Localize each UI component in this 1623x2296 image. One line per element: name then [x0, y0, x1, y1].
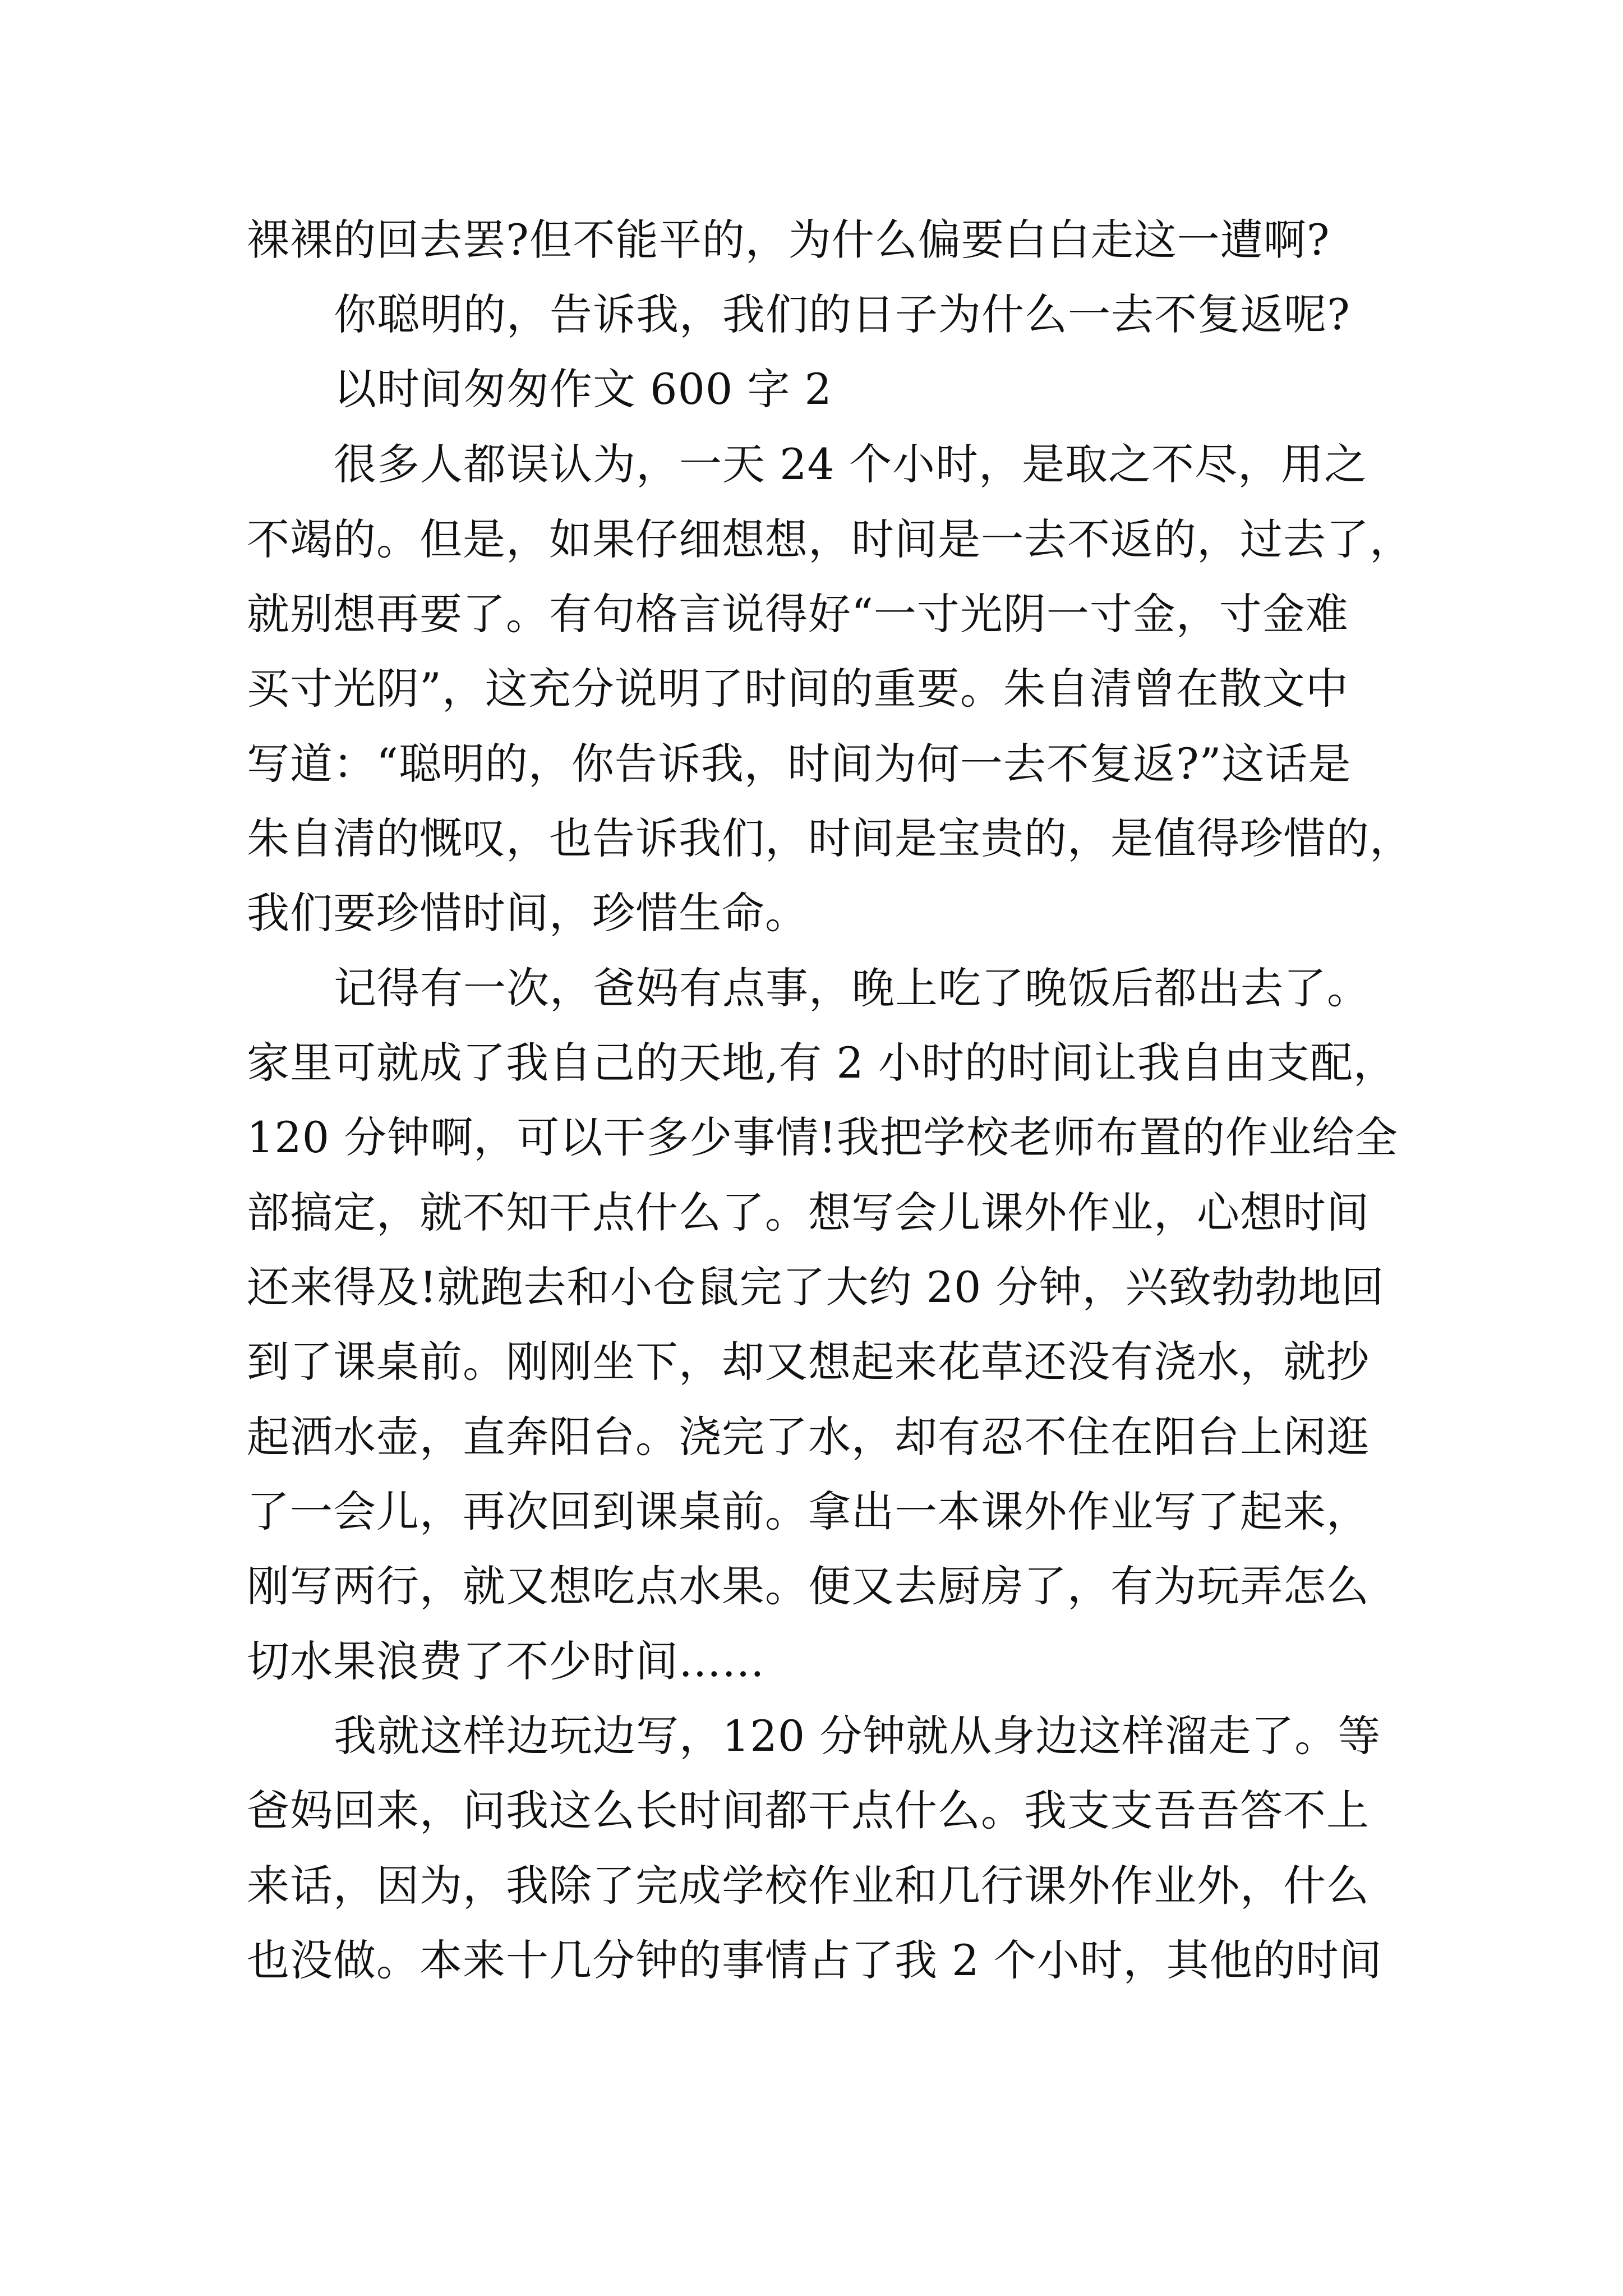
text-line: 记得有一次，爸妈有点事，晚上吃了晚饭后都出去了。 [334, 963, 1370, 1013]
text-line: 我就这样边玩边写，120 分钟就从身边这样溜走了。等 [334, 1711, 1381, 1761]
text-line: 到了课桌前。刚刚坐下，却又想起来花草还没有浇水，就抄 [247, 1337, 1370, 1387]
text-line: 不竭的。但是，如果仔细想想，时间是一去不返的，过去了， [247, 514, 1413, 564]
text-line: 了一会儿，再次回到课桌前。拿出一本课外作业写了起来， [247, 1487, 1370, 1536]
text-line: 家里可就成了我自己的天地,有 2 小时的时间让我自由支配， [247, 1038, 1396, 1088]
text-line: 写道：“聪明的，你告诉我，时间为何一去不复返?”这话是 [247, 739, 1352, 789]
text-line: 起洒水壶，直奔阳台。浇完了水，却有忍不住在阳台上闲逛 [247, 1412, 1370, 1462]
section-heading: 以时间匆匆作文 600 字 2 [334, 364, 832, 414]
text-line: 来话，因为，我除了完成学校作业和几行课外作业外，什么 [247, 1861, 1370, 1911]
text-line: 买寸光阴”，这充分说明了时间的重要。朱自清曾在散文中 [247, 664, 1349, 714]
text-line: 120 分钟啊，可以干多少事情!我把学校老师布置的作业给全 [247, 1112, 1398, 1162]
text-line: 你聪明的，告诉我，我们的日子为什么一去不复返呢? [334, 289, 1350, 339]
text-line: 裸裸的回去罢?但不能平的，为什么偏要白白走这一遭啊? [247, 215, 1330, 265]
text-line: 切水果浪费了不少时间…… [247, 1636, 765, 1686]
text-line: 爸妈回来，问我这么长时间都干点什么。我支支吾吾答不上 [247, 1786, 1370, 1835]
text-line: 就别想再要了。有句格言说得好“一寸光阴一寸金，寸金难 [247, 589, 1349, 639]
text-line: 朱自清的慨叹，也告诉我们，时间是宝贵的，是值得珍惜的， [247, 813, 1413, 863]
text-line: 很多人都误认为，一天 24 个小时，是取之不尽，用之 [334, 439, 1368, 489]
text-line: 也没做。本来十几分钟的事情占了我 2 个小时，其他的时间 [247, 1935, 1382, 1985]
text-line: 我们要珍惜时间，珍惜生命。 [247, 888, 808, 938]
text-line: 部搞定，就不知干点什么了。想写会儿课外作业，心想时间 [247, 1188, 1370, 1237]
text-line: 还来得及!就跑去和小仓鼠完了大约 20 分钟，兴致勃勃地回 [247, 1262, 1385, 1312]
text-line: 刚写两行，就又想吃点水果。便又去厨房了，有为玩弄怎么 [247, 1561, 1370, 1611]
